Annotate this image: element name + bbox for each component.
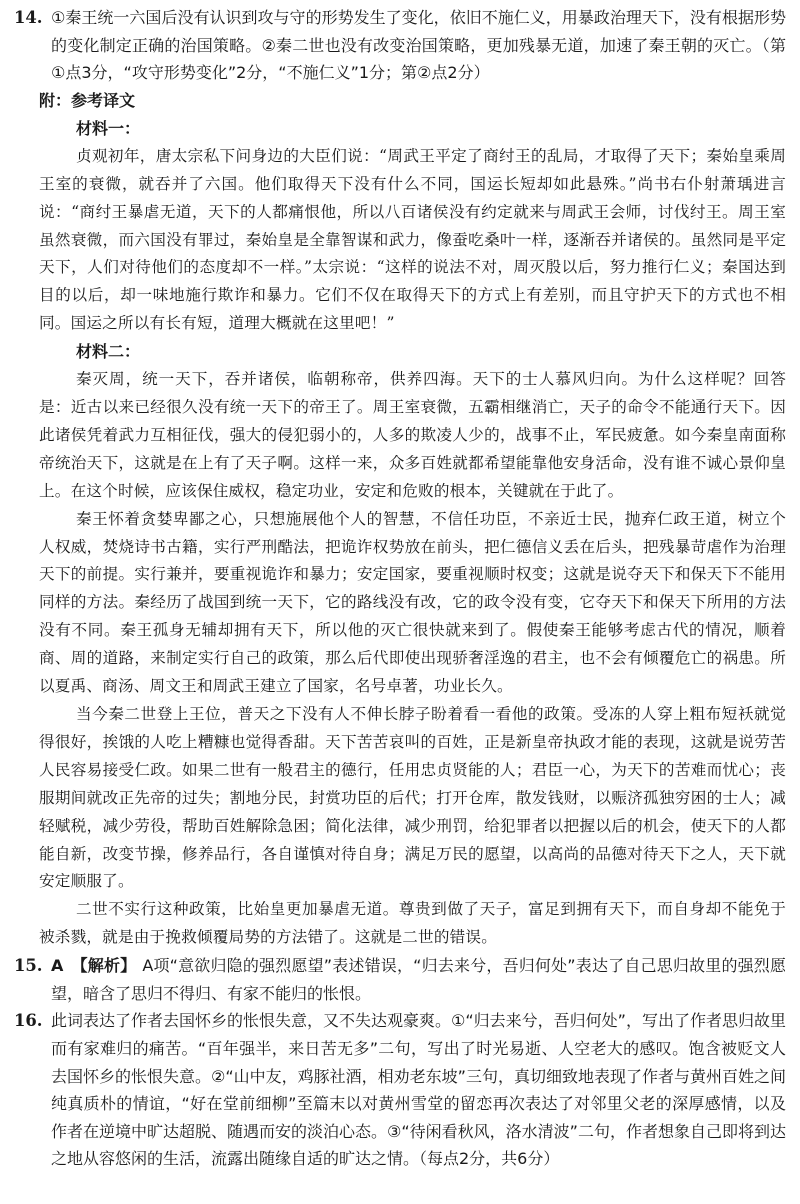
question-15 <box>14 952 786 1007</box>
analysis-tag: 【解析】 <box>71 956 137 976</box>
question-number: 15. <box>14 956 43 976</box>
material-one-paragraph: 贞观初年，唐太宗私下问身边的大臣们说：“周武王平定了商纣王的乱局，才取得了天下；秦始皇乘周王室的衰微，就吞并了六国。他们取得天下没有什么不同，国运长短却如此悬殊。”尚书右仆射萧瑀进言说：“商纣王暴虐无道，天下的人都痛恨他，所以八百诸侯没有约定就来与周武王会师，讨伐纣王。周王室虽然衰微，而六国没有罪过，秦始皇是全靠智谋和武力，像蚕吃桑叶一样，逐渐吞并诸侯的。虽然同是平定天下，人们对待他们的态度却不一样。”太宗说：“这样的说法不对，周灭殷以后，努力推行仁义；秦国达到目的以后，却一味地施行欺诈和暴力。它们不仅在取得天下的方式上有差别，而且守护天下的方式也不相同。国运之所以有长有短，道理大概就在这里吧！” <box>39 146 786 333</box>
material-two-title: 材料二： <box>76 342 141 362</box>
question-number: 14. <box>14 8 43 27</box>
material-two-paragraph-1: 秦灭周，统一天下，吞并诸侯，临朝称帝，供养四海。天下的士人慕风归向。为什么这样呢？回答是：近古以来已经很久没有统一天下的帝王了。周王室衰微，五霸相继消亡，天子的命令不能通行天下。因此诸侯凭着武力互相征伐，强大的侵犯弱小的，人多的欺凌人少的，战事不止，军民疲惫。如今秦皇南面称帝统治天下，这就是在上有了天子啊。这样一来，众多百姓就都希望能靠他安身活命，没有谁不诚心景仰皇上。在这个时候，应该保住威权，稳定功业，安定和危败的根本，关键就在于此了。 <box>39 370 786 500</box>
question-number: 16. <box>14 1011 43 1031</box>
answer-text: 此词表达了作者去国怀乡的怅恨失意，又不失达观豪爽。①“归去来兮，吾归何处”，写出了作者思归故里而有家难归的痛苦。“百年强半，来日苦无多”二句，写出了时光易逝、人空老大的感叹。饱含被贬文人去国怀乡的怅恨失意。②“山中友，鸡豚社酒，相劝老东坡”三句，真切细致地表现了作者与黄州百姓之间纯真质朴的情谊，“好在堂前细柳”至篇末以对黄州雪堂的留恋再次表达了对邻里父老的深厚感情，以及作者在逆境中旷达超脱、随遇而安的淡泊心态。③“待闲看秋风，洛水清波”二句，作者想象自己即将到达之地从容悠闲的生活，流露出随缘自适的旷达之情。（每点2分，共6分） <box>51 1011 786 1169</box>
appendix-heading: 附：参考译文 <box>39 90 136 110</box>
material-two-paragraph-4: 二世不实行这种政策，比始皇更加暴虐无道。尊贵到做了天子，富足到拥有天下，而自身却不能免于被杀戮，就是由于挽救倾覆局势的方法错了。这就是二世的错误。 <box>39 900 786 947</box>
answer-text: ①秦王统一六国后没有认识到攻与守的形势发生了变化，依旧不施仁义，用暴政治理天下，没有根据形势的变化制定正确的治国策略。②秦二世也没有改变治国策略，更加残暴无道，加速了秦王朝的灭亡。（第①点3分，“攻守形势变化”2分，“不施仁义”1分；第②点2分） <box>51 8 786 83</box>
answer-body <box>51 952 786 1007</box>
material-two-paragraph-2: 秦王怀着贪婪卑鄙之心，只想施展他个人的智慧，不信任功臣，不亲近士民，抛弃仁政王道，树立个人权威，焚烧诗书古籍，实行严刑酷法，把诡诈权势放在前头，把仁德信义丢在后头，把残暴苛虐作为治理天下的前提。实行兼并，要重视诡诈和暴力；安定国家，要重视顺时权变；这就是说夺天下和保天下不能用同样的方法。秦经历了战国到统一天下，它的路线没有改，它的政令没有变，它夺天下和保天下所用的方法没有不同。秦王孤身无辅却拥有天下，所以他的灭亡很快就来到了。假使秦王能够考虑古代的情况，顺着商、周的道路，来制定实行自己的政策，那么后代即使出现骄奢淫逸的君主，也不会有倾覆危亡的祸患。所以夏禹、商汤、周文王和周武王建立了国家，名号卓著，功业长久。 <box>39 509 786 696</box>
question-14 <box>14 4 786 87</box>
question-16 <box>14 1007 786 1173</box>
analysis-text: A项“意欲归隐的强烈愿望”表述错误，“归去来兮，吾归何处”表达了自己思归故里的强烈愿望，暗含了思归不得归、有家不能归的怅恨。 <box>51 956 786 1003</box>
answer-choice: A <box>51 956 64 976</box>
material-one-title: 材料一： <box>76 118 141 138</box>
material-two-paragraph-3: 当今秦二世登上王位，普天之下没有人不伸长脖子盼着看一看他的政策。受冻的人穿上粗布短袄就觉得很好，挨饿的人吃上糟糠也觉得香甜。天下苦苦哀叫的百姓，正是新皇帝执政才能的表现，这就是说劳苦人民容易接受仁政。如果二世有一般君主的德行，任用忠贞贤能的人；君臣一心，为天下的苦难而忧心；丧服期间就改正先帝的过失；割地分民，封赏功臣的后代；打开仓库，散发钱财，以赈济孤独穷困的士人；减轻赋税，减少劳役，帮助百姓解除急困；简化法律，减少刑罚，给犯罪者以把握以后的机会，使天下的人都能自新，改变节操，修养品行，各自谨慎对待自身；满足万民的愿望，以高尚的品德对待天下之人，天下就安定顺服了。 <box>39 705 786 891</box>
